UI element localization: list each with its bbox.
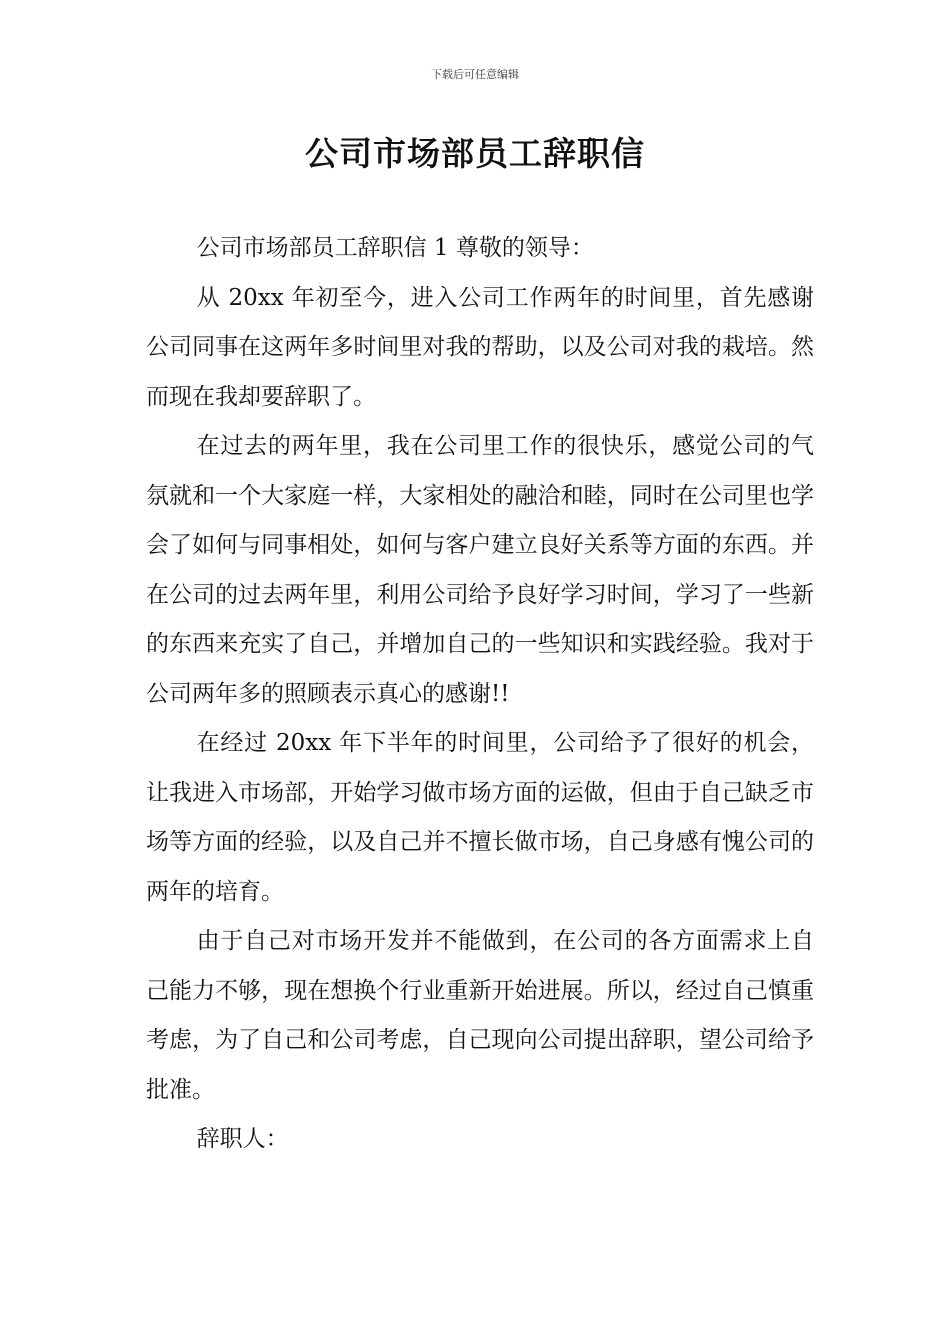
letter-signature-line: 辞职人：	[196, 1126, 289, 1152]
header-note: 下载后可任意编辑	[431, 68, 519, 81]
letter-paragraph-resignation: 由于自己对市场开发并不能做到，在公司的各方面需求上自己能力不够，现在想换个行业重新开始进展。所以，经过自己慎重考虑，为了自己和公司考虑，自己现向公司提出辞职，望公司给予批准。	[146, 928, 814, 1103]
letter-paragraph-market: 在经过 20xx 年下半年的时间里，公司给予了很好的机会，让我进入市场部，开始学习做市场方面的运做，但由于自己缺乏市场等方面的经验，以及自己并不擅长做市场，自己身感有愧公司的两年的培育。	[146, 730, 814, 905]
letter-paragraph-intro: 从 20xx 年初至今，进入公司工作两年的时间里，首先感谢公司同事在这两年多时间里对我的帮助，以及公司对我的栽培。然而现在我却要辞职了。	[146, 284, 814, 410]
letter-paragraph-experience: 在过去的两年里，我在公司里工作的很快乐，感觉公司的气氛就和一个大家庭一样，大家相处的融洽和睦，同时在公司里也学会了如何与同事相处，如何与客户建立良好关系等方面的东西。并在公司的过去两年里，利用公司给予良好学习时间，学习了一些新的东西来充实了自己，并增加自己的一些知识和实践经验。我对于公司两年多的照顾表示真心的感谢!!	[146, 433, 814, 707]
letter-body	[146, 224, 814, 1165]
document-title: 公司市场部员工辞职信	[305, 134, 645, 173]
letter-paragraph-greeting: 公司市场部员工辞职信 1 尊敬的领导：	[196, 235, 594, 261]
